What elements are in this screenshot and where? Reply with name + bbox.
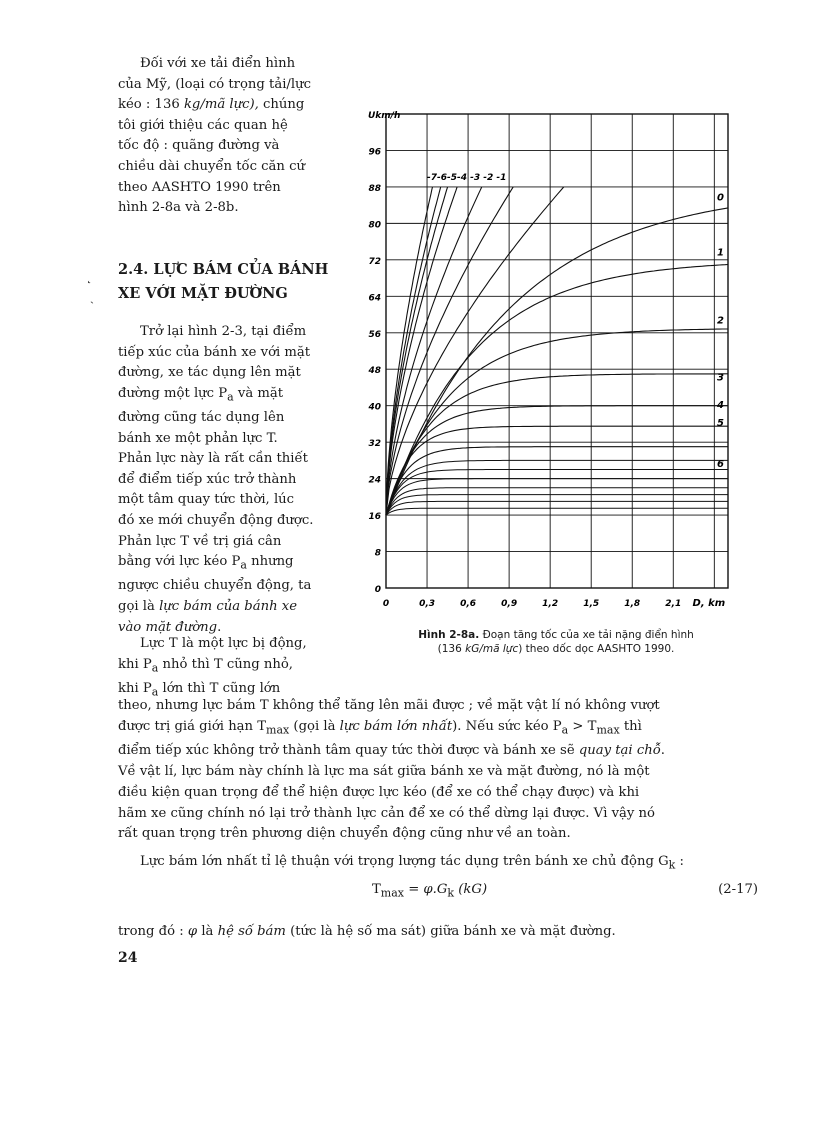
text-line: Về vật lí, lực bám này chính là lực ma sát giữa bánh xe và mặt đường, nó là một <box>118 764 650 780</box>
subscript: max <box>380 886 404 900</box>
curve-label-6: 6 <box>717 459 725 471</box>
text-line: > T <box>568 718 597 734</box>
subscript: a <box>561 723 569 737</box>
y-axis-label: Ukm/h <box>368 111 401 121</box>
x-tick-label: 0,3 <box>419 599 436 609</box>
speed-curve-2 <box>386 329 728 515</box>
speed-curve-3 <box>386 374 728 515</box>
x-tick-label: 2,1 <box>665 599 682 609</box>
speed-curve-1 <box>386 265 728 516</box>
italic-term: lực bám của bánh xe <box>159 599 298 614</box>
figure-caption <box>386 628 726 656</box>
paragraph-where <box>118 922 758 943</box>
curve-label-3: 3 <box>717 372 725 384</box>
page-number: 24 <box>118 950 138 966</box>
intro-line: hình 2-8a và 2-8b. <box>118 200 239 216</box>
text-line: Lực bám lớn nhất tỉ lệ thuận với trọng lượng tác dụng trên bánh xe chủ động G <box>140 854 669 869</box>
italic-term: hệ số bám <box>217 924 286 939</box>
speed-curve-extra <box>386 479 728 515</box>
decel-labels: -7-6-5-4 -3 -2 -1 <box>427 173 507 184</box>
curve-label-1: 1 <box>717 247 725 259</box>
text-line: Phản lực T về trị giá cân <box>118 533 282 549</box>
intro-unit: kg/mã lực), <box>183 97 259 113</box>
x-axis-label: D, km <box>692 598 726 609</box>
subscript: a <box>240 558 247 572</box>
intro-line: Đối với xe tải điển hình <box>140 56 296 71</box>
text-line: được trị giá giới hạn T <box>118 718 267 734</box>
y-tick-label: 24 <box>368 475 381 486</box>
x-tick-label: 0 <box>382 599 390 609</box>
text-line: đó xe mới chuyển động được. <box>118 512 314 528</box>
y-tick-label: 32 <box>368 439 381 450</box>
subscript: max <box>596 723 620 737</box>
equation-unit: (kG) <box>454 882 488 897</box>
text-line: bánh xe một phản lực T. <box>118 430 278 446</box>
curve-label-5: 5 <box>717 418 725 430</box>
text-line: Phản lực này là rất cần thiết <box>118 451 308 467</box>
x-tick-label: 0,6 <box>460 599 477 609</box>
text-line: rất quan trọng trên phương diện chuyển động cũng như về an toàn. <box>118 826 571 842</box>
plot-frame <box>386 114 728 588</box>
x-tick-label: 1,2 <box>542 599 559 609</box>
text-line: đường một lực P <box>118 385 228 401</box>
text-line: đường, xe tác dụng lên mặt <box>118 365 301 381</box>
intro-line: kéo : 136 <box>118 97 184 113</box>
margin-mark: ˎ <box>90 290 94 304</box>
italic-term: vào mặt đường <box>118 619 218 635</box>
margin-mark: ˛ <box>86 270 92 284</box>
paragraph-passive-force <box>118 634 340 703</box>
text-line: và mặt <box>233 385 284 401</box>
text-line: khi P <box>118 680 152 696</box>
caption-text: ) theo dốc dọc AASHTO 1990. <box>518 643 675 655</box>
x-tick-label: 1,8 <box>624 599 641 609</box>
y-tick-label: 64 <box>368 293 381 304</box>
text-line: (gọi là <box>289 718 340 734</box>
text-line: điểm tiếp xúc không trở thành tâm quay tức thời được và bánh xe sẽ <box>118 743 579 759</box>
subscript: a <box>151 685 159 699</box>
caption-unit: kG/mã lực <box>465 643 519 655</box>
x-tick-label: 1,5 <box>583 599 600 609</box>
subscript: k <box>668 858 676 872</box>
curve-label-2: 2 <box>717 315 725 327</box>
equation-lhs: T <box>372 882 381 897</box>
paragraph-max-adhesion <box>118 852 758 876</box>
text-line: . <box>660 743 665 759</box>
y-tick-label: 40 <box>368 402 381 413</box>
text-line: ngược chiều chuyển động, ta <box>118 578 312 594</box>
y-tick-label: 16 <box>368 512 381 523</box>
text-line: tiếp xúc của bánh xe với mặt <box>118 344 311 360</box>
intro-line: chiều dài chuyển tốc căn cứ <box>118 158 305 174</box>
y-tick-label: 48 <box>368 366 381 377</box>
subscript: max <box>266 723 290 737</box>
paragraph-passive-force-continued <box>118 696 758 845</box>
text-line: nhưng <box>246 554 294 570</box>
text-line: trong đó : <box>118 924 188 939</box>
text-line: gọi là <box>118 599 160 614</box>
intro-line: của Mỹ, (loại có trọng tải/lực <box>118 76 311 92</box>
y-tick-label: 72 <box>368 256 381 267</box>
italic-term: lực bám lớn nhất <box>339 718 453 734</box>
text-line: bằng với lực kéo P <box>118 554 241 570</box>
acceleration-chart <box>350 100 750 620</box>
text-line: để điểm tiếp xúc trở thành <box>118 471 297 487</box>
y-tick-label: 56 <box>368 329 381 340</box>
caption-text: Đoạn tăng tốc của xe tải nặng điển hình <box>479 629 694 641</box>
subscript: a <box>227 390 234 404</box>
intro-line: tôi giới thiệu các quan hệ <box>118 117 288 133</box>
section-heading <box>118 258 340 306</box>
equation-rhs: = φ.G <box>404 882 448 897</box>
paragraph-reaction-force <box>118 322 340 638</box>
speed-curve-extra <box>386 495 728 515</box>
heading-line: XE VỚI MẶT ĐƯỜNG <box>118 285 288 302</box>
equation-2-17 <box>118 878 758 902</box>
subscript: k <box>447 886 455 900</box>
intro-line: theo AASHTO 1990 trên <box>118 179 281 195</box>
phi-symbol: φ <box>187 924 198 939</box>
equation-number: (2-17) <box>718 882 758 897</box>
y-tick-label: 96 <box>368 147 381 158</box>
x-tick-label: 0,9 <box>501 599 518 609</box>
text-line: Lực T là một lực bị động, <box>140 636 307 651</box>
y-tick-label: 88 <box>368 183 381 194</box>
text-line: theo, nhưng lực bám T không thể tăng lên mãi được ; về mặt vật lí nó không vượt <box>118 698 660 713</box>
heading-line: 2.4. LỰC BÁM CỦA BÁNH <box>118 261 329 278</box>
text-line: điều kiện quan trọng để thể hiện được lực kéo (để xe có thể chạy được) và khi <box>118 784 640 800</box>
text-line: lớn thì T cũng lớn <box>158 680 281 696</box>
text-line: là <box>197 924 218 939</box>
y-tick-label: 80 <box>368 220 381 231</box>
y-tick-label: 8 <box>374 548 381 559</box>
speed-curve-extra <box>386 508 728 515</box>
curve-label-4: 4 <box>717 399 725 411</box>
italic-term: quay tại chỗ <box>578 743 661 759</box>
curve-label-0: 0 <box>717 192 725 204</box>
text-line: đường cũng tác dụng lên <box>118 410 285 426</box>
y-tick-label: 0 <box>374 585 381 595</box>
caption-label: Hình 2-8a. <box>418 629 480 641</box>
intro-paragraph <box>118 54 340 219</box>
speed-curve-6 <box>386 447 728 515</box>
intro-line: chúng <box>258 97 305 113</box>
intro-line: tốc độ : quãng đường và <box>118 138 280 154</box>
subscript: a <box>151 661 159 675</box>
text-line: Trở lại hình 2-3, tại điểm <box>140 324 307 339</box>
text-line: : <box>675 854 684 869</box>
text-line: khi P <box>118 656 152 672</box>
text-line: nhỏ thì T cũng nhỏ, <box>158 656 293 672</box>
text-line: một tâm quay tức thời, lúc <box>118 492 295 508</box>
text-line: (tức là hệ số ma sát) giữa bánh xe và mặt đường. <box>285 924 616 939</box>
text-line: ). Nếu sức kéo P <box>452 718 562 734</box>
text-line: hãm xe cũng chính nó lại trở thành lực cản để xe có thể dừng lại được. Vì vậy nó <box>118 805 655 821</box>
speed-curve--1 <box>386 187 564 515</box>
text-line: . <box>217 619 222 635</box>
caption-text: (136 <box>437 643 466 655</box>
text-line: thì <box>619 718 642 734</box>
equation-body <box>372 882 487 900</box>
